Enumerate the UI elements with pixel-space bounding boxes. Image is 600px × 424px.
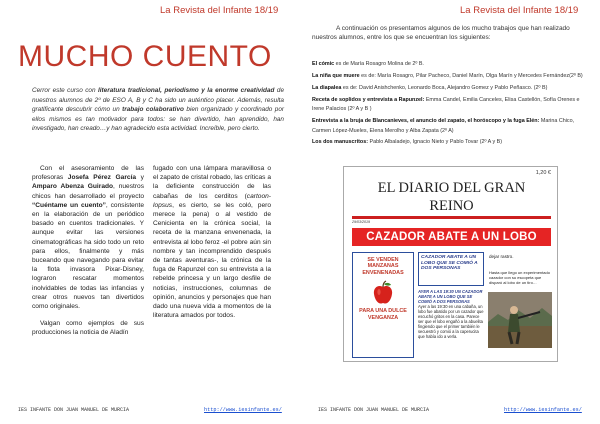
intro-text: bien organizado y coordinado por ellos mismos es tan motivador para todos: se han divertido, han aprendido, han investigado, han creado…y han agradecido esta actividad. Increíble, pero cierto. <box>32 106 284 133</box>
work-title: Los dos manuscritos: <box>312 139 369 146</box>
article-paragraph <box>32 164 144 311</box>
article-italic: cartoon-lopsus <box>153 192 271 209</box>
footer-link[interactable]: http://www.iesinfante.es/ <box>204 407 282 413</box>
story-quote: dejar rastro. <box>489 254 514 259</box>
article-text: y <box>136 174 144 182</box>
hunter-photo <box>488 292 552 348</box>
work-title: La niña que muere <box>312 72 360 79</box>
apple-ad-box <box>352 252 414 358</box>
intro-bold: literatura tradicional, periodismo y la enorme creatividad <box>98 87 275 94</box>
newspaper-divider <box>352 216 551 219</box>
footer-link[interactable]: http://www.iesinfante.es/ <box>504 407 582 413</box>
photo-caption: Hasta que llego un experimentado cazador con su escopeta que disparó al lobo de un tiro… <box>489 270 550 285</box>
intro-text: Cerror este curso con <box>32 87 98 94</box>
footer-school: IES INFANTE DON JUAN MANUEL DE MURCIA <box>318 407 430 413</box>
ad-heading: SE VENDEN MANZANAS ENVENENADAS <box>362 257 404 276</box>
article-paragraph: Valgan como ejemplos de sus producciones la noticia de Aladín <box>32 320 144 337</box>
work-title: Receta de soplidos y entrevista a Rapunzel: <box>312 96 425 103</box>
project-name: “Cuéntame un cuento” <box>32 201 106 209</box>
article-text: , es cierto, se les coló, pero merece la pena) o al vestido de Cenicienta en la crónica social, la receta de la manzana envenenada, la entrevista al lobo feroz -el pobre aún sin nombre y tan incomprendido después de tantas aventuras-, la crónica de la fuga de Rapunzel con su entrevista a la rebelde princesa y un largo desfile de noticias, instrucciones, columnas de opinión, anuncios y personajes que han dado una nueva vida a momentos de la literatura amados por todos. <box>153 201 271 320</box>
work-authors: es de: María Rosagro, Pilar Pacheco, Daniel Marín, Olga Marín y Mercedes Fernández(2º B) <box>359 72 583 79</box>
list-item <box>312 117 590 136</box>
work-authors: Marina Chico, Carmen López-Mueles, Elena Merolho y Alba Zapata (2º A) <box>312 118 575 134</box>
list-item <box>312 60 590 70</box>
teacher-name: Josefa Pérez García <box>67 174 137 182</box>
article-text: , nuestros chicos han desarrollado el proyecto <box>32 183 144 200</box>
work-authors: es de: David Anishchenko, Leonardo Boca, Alejandro Gomez y Pablo Peñasco. (2º B) <box>341 84 548 91</box>
intro-paragraph <box>32 86 284 134</box>
list-item <box>312 96 590 115</box>
article-paragraph <box>153 164 271 320</box>
page-header: La Revista del Infante 18/19 <box>460 5 579 16</box>
work-title: El cómic <box>312 61 335 67</box>
work-authors: Emma Candel, Emilia Canceles, Elisa Castellón, Sofía Orenes e Irene Palacios (2º A y B ) <box>312 96 580 113</box>
article-text: , consistente en la elaboración de un periódico basado en cuentos tradicionales. Y aunque evitar las versiones cinematográficas ha sido todo un reto para ellos, finalmente y más buceando que navegando para evitar la flota invasora Pixar-Disney, lograron rescatar momentos inolvidables de todas las infancias y crear otros nuevos tan divertidos como originales. <box>32 201 144 311</box>
page-header: La Revista del Infante 18/19 <box>160 5 279 16</box>
story-body: Ayer a las 19:30 en una cabaña, un lobo fue abatido por un cazador que escuchó gritos en la casa. Parece ser que el lobo engañó a la abuelita fingiendo que el primer también le secuestró y comió a la caperucita que había ido a verla. <box>418 304 484 339</box>
story-lead: AYER A LAS 19:30 UN CAZADOR ABATE A UN LOBO QUE SE COMIÓ A DOS PERSONAS <box>418 289 483 304</box>
intro-bold: trabajo colaborativo <box>122 106 184 114</box>
list-item <box>312 138 590 148</box>
page-title: MUCHO CUENTO <box>18 40 272 73</box>
story-text <box>418 289 484 339</box>
work-title: Entrevista a la bruja de Blancanieves, el anuncio del zapato, el horóscopo y la fuga Elén: <box>312 118 540 125</box>
apple-icon <box>371 280 395 306</box>
works-list <box>312 60 590 150</box>
work-authors: es de María Rosagro Molina de 2º B. <box>334 61 424 67</box>
list-item <box>312 72 590 82</box>
works-intro: A continuación os presentamos algunos de los mucho trabajos que han realizado nuestros alumnos, entre los que se encuentran los siguientes: <box>312 25 570 41</box>
newspaper-headline: CAZADOR ABATE A UN LOBO <box>352 228 551 246</box>
article-text: Con el asesoramiento de las profesoras <box>32 165 144 182</box>
story-headline-box <box>418 252 484 286</box>
intro-text: de nuestros alumnos de 2º de ESO A, B y C ha sido un auténtico placer. Además, resulta gratificante descubrir cómo un <box>32 87 284 114</box>
story-heading: CAZADOR ABATE A UN LOBO QUE SE COMIÓ A DOS PERSONAS <box>421 255 478 272</box>
right-page <box>300 0 600 424</box>
work-title: La diapalea <box>312 84 342 91</box>
teacher-name: Amparo Abenza Guirado <box>32 183 114 191</box>
ad-footer: PARA UNA DULCE VENGANZA <box>359 308 407 321</box>
newspaper-title: EL DIARIO DEL GRAN REINO <box>377 180 526 214</box>
footer-school: IES INFANTE DON JUAN MANUEL DE MURCIA <box>18 407 130 413</box>
newspaper-image <box>343 166 558 362</box>
list-item <box>312 84 590 94</box>
article-column-1 <box>32 164 144 338</box>
newspaper-date: 29/03/2019 <box>352 220 370 224</box>
article-text: fugado con una lámpara maravillosa o el zapato de cristal robado, las críticas a la deficiente construcción de las cabañas de los cerditos ( <box>153 165 271 200</box>
newspaper-price: 1,20 € <box>535 170 551 176</box>
article-column-2 <box>153 164 271 320</box>
work-authors: Pablo Albaladejo, Ignacio Nieto y Pablo Tovar (2º A y B) <box>368 139 503 146</box>
